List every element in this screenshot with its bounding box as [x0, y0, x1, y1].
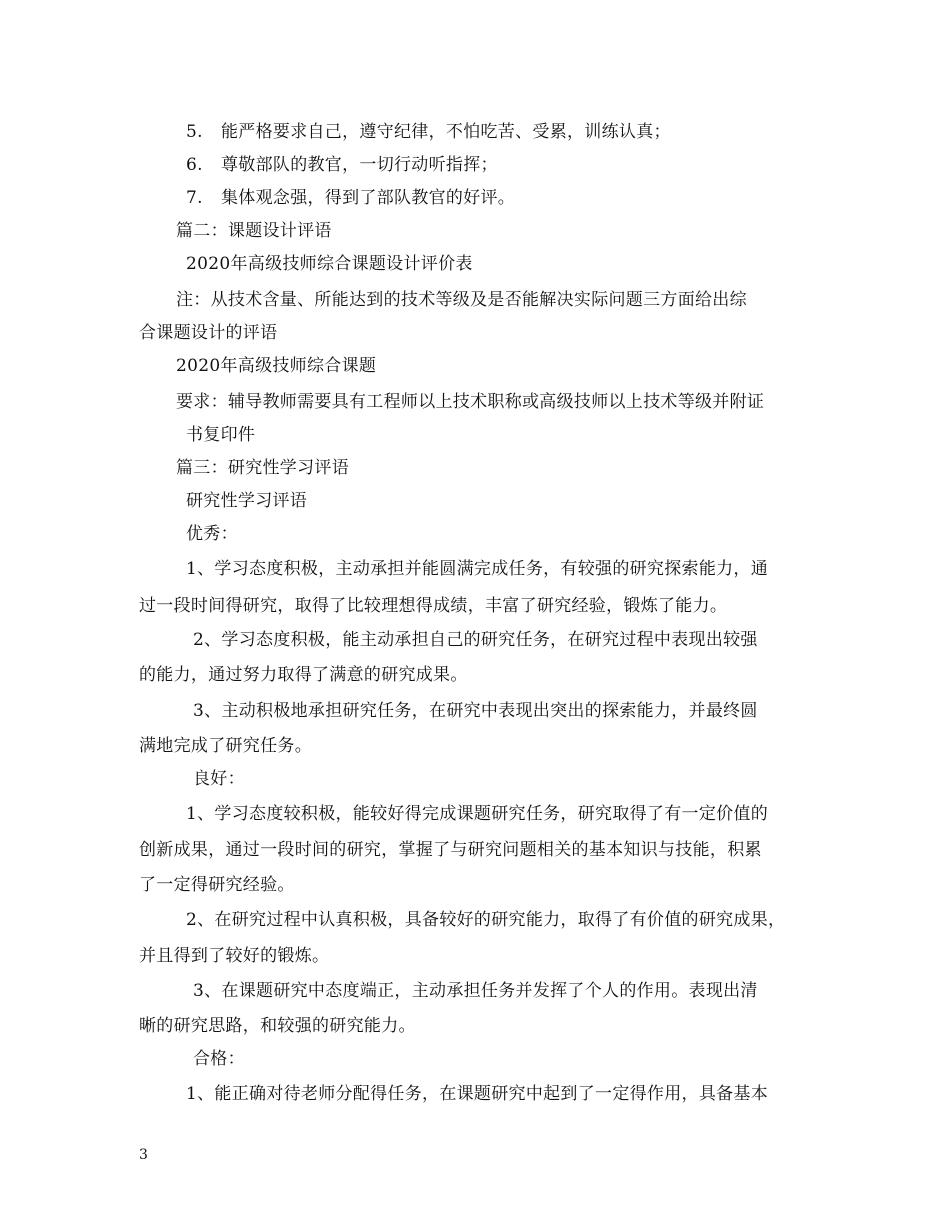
- paragraph-line: 合课题设计的评语: [139, 323, 278, 343]
- section-title: 研究性学习评语: [186, 491, 308, 511]
- paragraph-line: 满地完成了研究任务。: [139, 736, 312, 756]
- list-item: [186, 186, 515, 210]
- section-heading: 篇三：研究性学习评语: [176, 458, 349, 478]
- section-heading: 篇二：课题设计评语: [176, 221, 332, 241]
- list-item-number: 5.: [186, 122, 203, 142]
- list-item: [186, 120, 671, 144]
- paragraph-line: 注：从技术含量、所能达到的技术等级及是否能解决实际问题三方面给出综: [176, 290, 747, 310]
- paragraph-line: 要求：辅导教师需要具有工程师以上技术职称或高级技师以上技术等级并附证: [176, 392, 765, 412]
- paragraph-line: 1、能正确对待老师分配得任务，在课题研究中起到了一定得作用，具备基本: [186, 1084, 769, 1104]
- category-label: 合格：: [193, 1049, 245, 1069]
- paragraph-line: 的能力，通过努力取得了满意的研究成果。: [139, 665, 468, 685]
- paragraph-line: 1、学习态度较积极，能较好得完成课题研究任务，研究取得了有一定价值的: [186, 804, 769, 824]
- list-item-text: 集体观念强，得到了部队教官的好评。: [221, 188, 516, 208]
- paragraph-line: 2、学习态度积极，能主动承担自己的研究任务，在研究过程中表现出较强: [193, 630, 758, 650]
- list-item: [186, 153, 498, 177]
- section-title: 2020年高级技师综合课题设计评价表: [186, 254, 473, 274]
- category-label: 优秀：: [186, 524, 238, 544]
- list-item-number: 6.: [186, 155, 203, 175]
- paragraph-line: 了一定得研究经验。: [139, 875, 295, 895]
- paragraph-line: 过一段时间得研究，取得了比较理想得成绩，丰富了研究经验，锻炼了能力。: [139, 596, 728, 616]
- list-item-text: 尊敬部队的教官，一切行动听指挥；: [221, 155, 498, 175]
- paragraph-line: 3、在课题研究中态度端正，主动承担任务并发挥了个人的作用。表现出清: [193, 981, 758, 1001]
- list-item-number: 7.: [186, 188, 203, 208]
- page-number: 3: [139, 1147, 148, 1163]
- paragraph-line: 并且得到了较好的锻炼。: [139, 946, 330, 966]
- paragraph-line: 书复印件: [186, 425, 256, 445]
- list-item-text: 能严格要求自己，遵守纪律，不怕吃苦、受累，训练认真；: [221, 122, 671, 142]
- paragraph-line: 2、在研究过程中认真积极，具备较好的研究能力，取得了有价值的研究成果，: [186, 910, 786, 930]
- section-subtitle: 2020年高级技师综合课题: [176, 356, 377, 376]
- paragraph-line: 创新成果，通过一段时间的研究，掌握了与研究问题相关的基本知识与技能，积累: [139, 840, 762, 860]
- paragraph-line: 3、主动积极地承担研究任务，在研究中表现出突出的探索能力，并最终圆: [193, 701, 758, 721]
- paragraph-line: 1、学习态度积极，主动承担并能圆满完成任务，有较强的研究探索能力，通: [186, 559, 769, 579]
- category-label: 良好：: [193, 769, 245, 789]
- paragraph-line: 晰的研究思路，和较强的研究能力。: [139, 1016, 416, 1036]
